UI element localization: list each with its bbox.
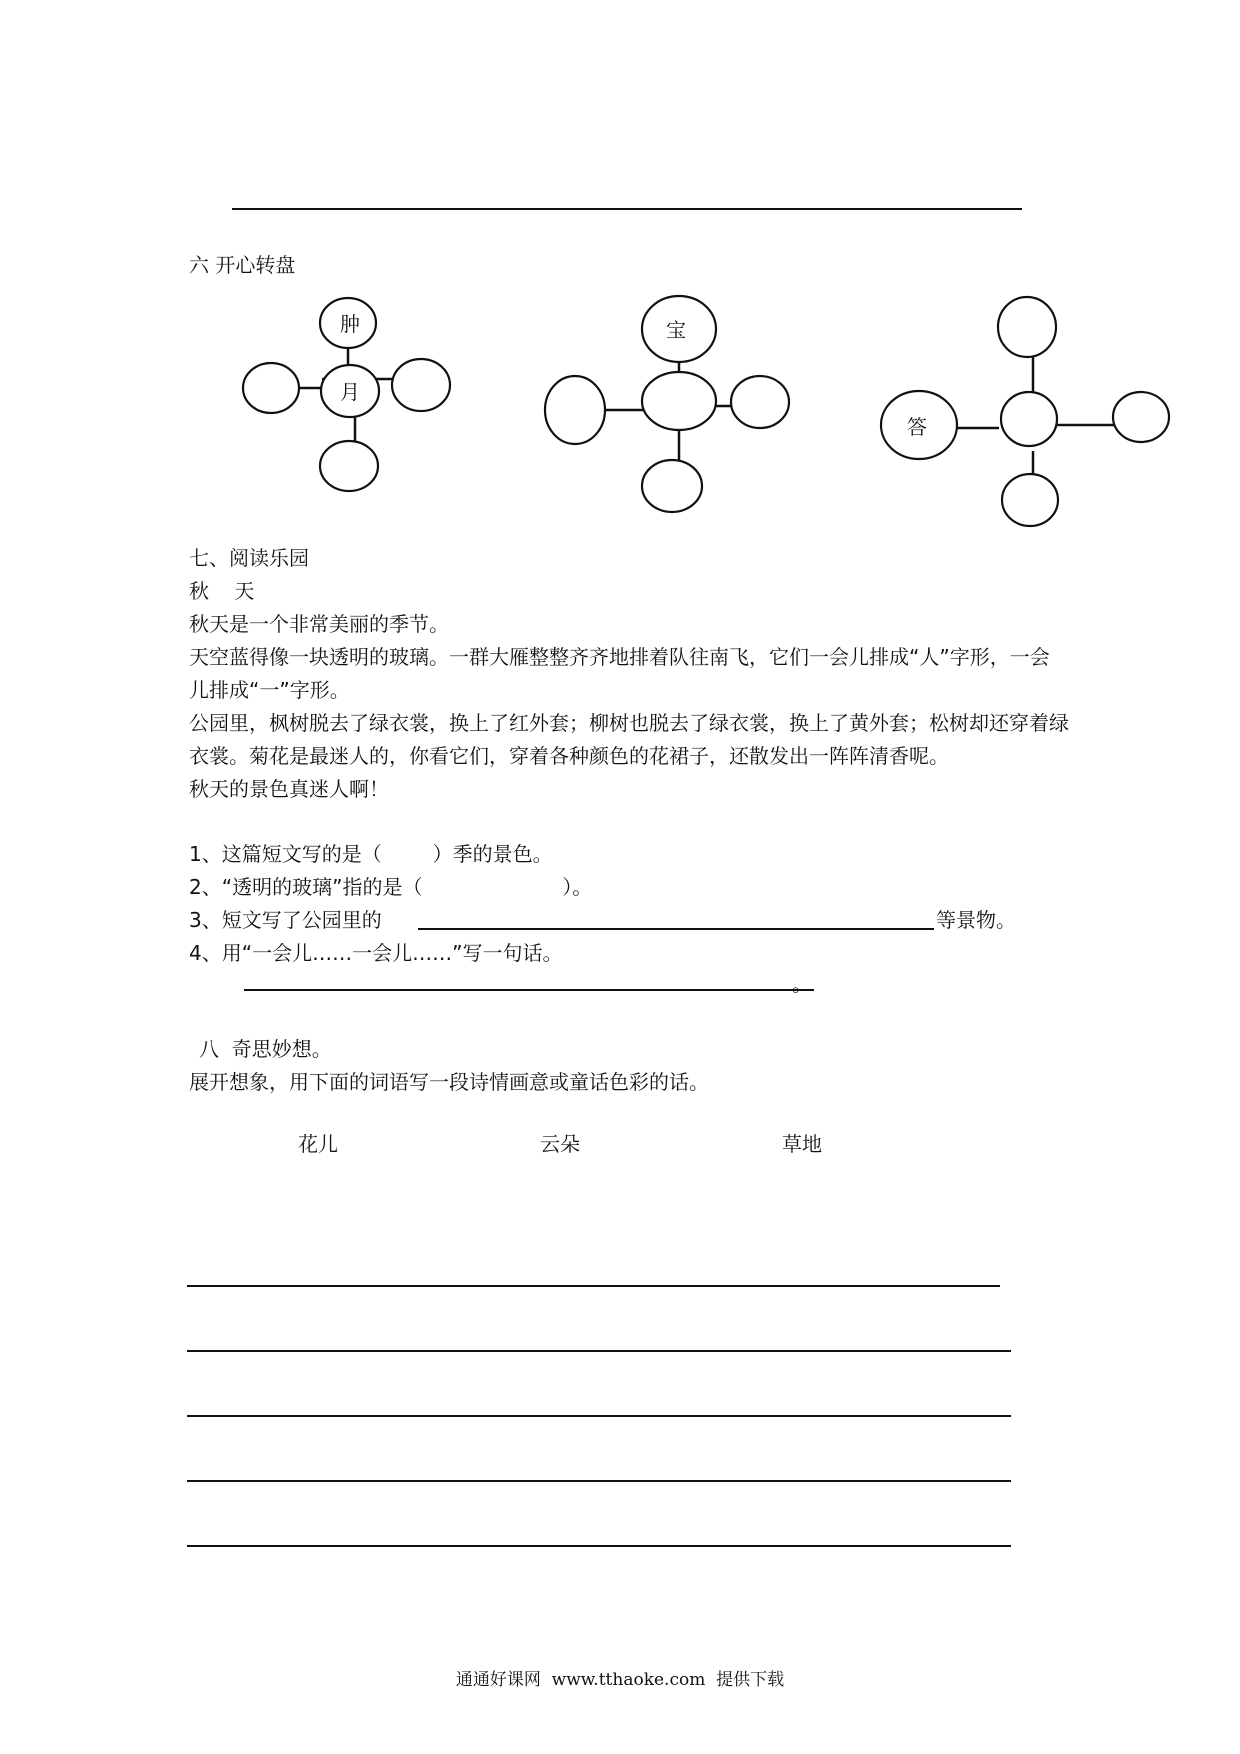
- question-3-prefix: 3、短文写了公园里的: [189, 908, 382, 932]
- wheel1-center-char: 月: [340, 380, 360, 404]
- story-body: [189, 608, 1069, 806]
- question-2: 2、“透明的玻璃”指的是（ ）。: [189, 875, 593, 899]
- section8-instruction: 展开想象，用下面的词语写一段诗情画意或童话色彩的话。: [189, 1070, 709, 1094]
- writing-line-1[interactable]: [187, 1285, 1000, 1287]
- question-4-answer-line[interactable]: [244, 989, 814, 991]
- word-flower: 花儿: [298, 1132, 338, 1156]
- story-title: 秋 天: [189, 579, 255, 603]
- question-3-answer-line[interactable]: [418, 928, 934, 930]
- question-4-period: 。: [792, 972, 812, 996]
- wheel1-top-char: 肿: [340, 312, 360, 336]
- writing-line-3[interactable]: [187, 1415, 1011, 1417]
- question-1: 1、这篇短文写的是（ ）季的景色。: [189, 842, 553, 866]
- story-paragraph: 秋天是一个非常美丽的季节。: [189, 612, 449, 636]
- section7-title: 七、阅读乐园: [189, 546, 309, 570]
- wheel3-left-char: 答: [907, 415, 927, 439]
- page-footer: 通通好课网 www.tthaoke.com 提供下载: [455, 1670, 785, 1690]
- story-paragraph: 公园里，枫树脱去了绿衣裳，换上了红外套；柳树也脱去了绿衣裳，换上了黄外套；松树却还穿着绿衣裳。菊花是最迷人的，你看它们，穿着各种颜色的花裙子，还散发出一阵阵清香呢。: [189, 711, 1069, 768]
- writing-line-4[interactable]: [187, 1480, 1011, 1482]
- story-paragraph: 天空蓝得像一块透明的玻璃。一群大雁整整齐齐地排着队往南飞，它们一会儿排成“人”字形，一会儿排成“一”字形。: [189, 645, 1050, 702]
- word-grass: 草地: [782, 1132, 822, 1156]
- wheel3-node-right[interactable]: [1113, 392, 1169, 442]
- question-3-suffix: 等景物。: [936, 908, 1016, 932]
- word-cloud: 云朵: [540, 1132, 580, 1156]
- story-paragraph: 秋天的景色真迷人啊！: [189, 777, 389, 801]
- writing-line-2[interactable]: [187, 1350, 1011, 1352]
- question-4: 4、用“一会儿……一会儿……”写一句话。: [189, 941, 563, 965]
- section8-title: 八 奇思妙想。: [199, 1037, 332, 1061]
- writing-line-5[interactable]: [187, 1545, 1011, 1547]
- wheel3-node-top[interactable]: [998, 297, 1056, 357]
- wheel2-top-char: 宝: [666, 318, 686, 342]
- wheel3-node-bottom[interactable]: [1002, 474, 1058, 526]
- section6-title: 六 开心转盘: [189, 253, 296, 277]
- wheel3-node-center[interactable]: [1001, 392, 1057, 446]
